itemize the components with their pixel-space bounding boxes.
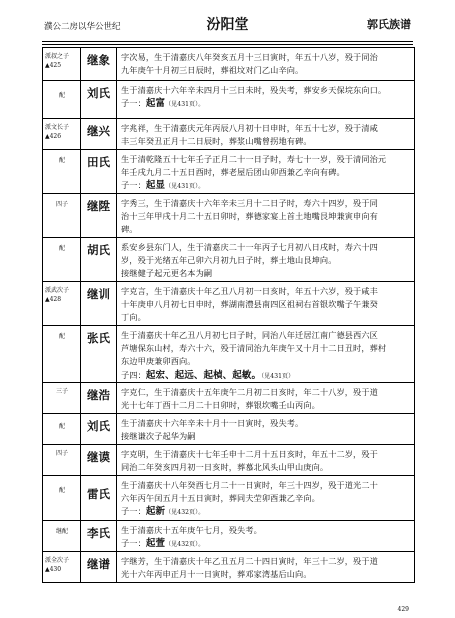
relation-cell: 配	[43, 238, 81, 281]
biography-text: 生于清嘉庆十五年庚午七月，殁失考。 子一：起萱（见432页）。	[121, 525, 262, 550]
genealogy-table	[42, 47, 415, 583]
page-number: 429	[397, 606, 409, 613]
biography-text: 字克明，生于清嘉庆十七年壬申十二月十五日亥时，年五十二岁，殁于 同治二年癸亥四月初一日亥时，葬慕北风头山甲山庚向。	[121, 449, 378, 473]
table-row	[43, 445, 414, 476]
biography-text: 系安乡县东门人，生于清嘉庆二十一年丙子七月初八日戌时，寿六十四 岁，殁于光绪五年己卯六月初九日子时，葬土地山艮坤向。 接继健子起元更名本为嗣	[121, 242, 378, 279]
biography-text: 生于清嘉庆十八年癸酉七月二十一日寅时，年三十四岁，殁于道光二十 六年丙午闰五月十五日寅时，葬同夫茔卯酉兼乙辛向。 子一：起新（见432页）。	[121, 480, 378, 518]
name-cell: 继谟	[81, 445, 117, 475]
name-cell: 继训	[81, 282, 117, 325]
table-row	[43, 150, 414, 194]
relation-cell: 继配	[43, 521, 81, 551]
relation-cell: 派全次子 ▲430	[43, 552, 81, 582]
table-row	[43, 119, 414, 150]
name-cell: 李氏	[81, 521, 117, 551]
biography-text: 字兆祥，生于清嘉庆元年丙辰八月初十日申时，年五十七岁，殁于清咸 丰三年癸丑正月十二日辰时，葬浆山嘴曾拐地有碑。	[121, 123, 378, 147]
page-header	[42, 10, 413, 40]
biography-text: 字克仁，生于清嘉庆十五年庚午二月初二日亥时，年二十八岁，殁于道 光十七年丁酉十二月二十日卯时，葬银坎嘴壬山丙向。	[121, 387, 378, 411]
name-cell: 刘氏	[81, 414, 117, 444]
relation-cell: 派文长子 ▲426	[43, 119, 81, 149]
relation-cell: 四子	[43, 194, 81, 237]
name-cell: 继浩	[81, 383, 117, 413]
header-book-title: 郭氏族谱	[367, 18, 411, 31]
biography-text: 字克言，生于清嘉庆十年乙丑八月初一日亥时，年五十六岁，殁于咸丰 十年庚申八月初七日申时，葬湖南澧县南四区祖祠右首银坎嘴子午兼癸 丁向。	[121, 286, 378, 323]
table-row	[43, 383, 414, 414]
relation-cell: 配	[43, 150, 81, 193]
table-row	[43, 476, 414, 521]
name-cell: 继象	[81, 48, 117, 80]
relation-cell: 三子	[43, 383, 81, 413]
table-row	[43, 238, 414, 282]
relation-cell: 配	[43, 414, 81, 444]
name-cell: 刘氏	[81, 81, 117, 118]
biography-text: 生于清嘉庆十六年辛未四月十三日未时，殁失考，葬安乡天保垸东向口。 子一：起富（见431页）。	[121, 85, 387, 110]
name-cell: 继兴	[81, 119, 117, 149]
relation-cell: 派叔之子 ▲425	[43, 48, 81, 80]
relation-cell: 配	[43, 326, 81, 382]
table-row	[43, 282, 414, 326]
relation-cell: 四子	[43, 445, 81, 475]
biography-text: 生于清嘉庆十六年辛未十月十一日寅时，殁失考。 接继谦次子起华为嗣	[121, 418, 304, 442]
table-row	[43, 326, 414, 383]
biography-text: 字次易，生于清嘉庆八年癸亥五月十三日寅时，年五十八岁，殁于同治 九年庚午十月初三日辰时，葬祖坟对门乙山辛向。	[121, 52, 378, 76]
name-cell: 胡氏	[81, 238, 117, 281]
header-rule-thin	[42, 44, 413, 45]
header-rule	[42, 41, 413, 42]
relation-cell: 配	[43, 476, 81, 520]
name-cell: 田氏	[81, 150, 117, 193]
relation-cell: 派武次子 ▲428	[43, 282, 81, 325]
table-row	[43, 414, 414, 445]
table-row	[43, 194, 414, 238]
relation-cell: 配	[43, 81, 81, 118]
table-row	[43, 552, 414, 583]
table-row	[43, 521, 414, 552]
name-cell: 雷氏	[81, 476, 117, 520]
name-cell: 继陞	[81, 194, 117, 237]
biography-text: 字继芳，生于清嘉庆十年乙丑五月二十四日寅时，年三十二岁，殁于道 光十六年丙申正月十一日寅时，葬邓家湾基后山向。	[121, 556, 378, 580]
table-row	[43, 81, 414, 119]
header-hall-name: 汾阳堂	[206, 17, 249, 33]
header-lineage: 濮公二房以华公世纪	[44, 22, 121, 32]
biography-text: 生于清乾隆五十七年壬子正月二十一日子时，寿七十一岁，殁于清同治元 年壬戌九月二十五日酉时，葬老屋后团山卯酉兼乙辛向有碑。 子一：起显（见431页）。	[121, 154, 387, 192]
name-cell: 张氏	[81, 326, 117, 382]
name-cell: 继谱	[81, 552, 117, 582]
biography-text: 生于清嘉庆十年乙丑八月初七日子时，同治八年迁居江南广德县西六区 芦塘保东山村，寿六十六，殁于清同治九年庚午又十月十二日丑时，葬村 东边甲庚兼卯酉向。 子四：起宏、起远、起楨、起敏。（见431页）	[121, 330, 387, 381]
table-row	[43, 48, 414, 81]
biography-text: 字秀三，生于清嘉庆十六年辛未三月十二日子时，寿六十四岁，殁于同 治十三年甲戌十月二十五日卯时，葬德家宴上首土地嘴艮坤兼寅申向有 碑。	[121, 198, 378, 235]
